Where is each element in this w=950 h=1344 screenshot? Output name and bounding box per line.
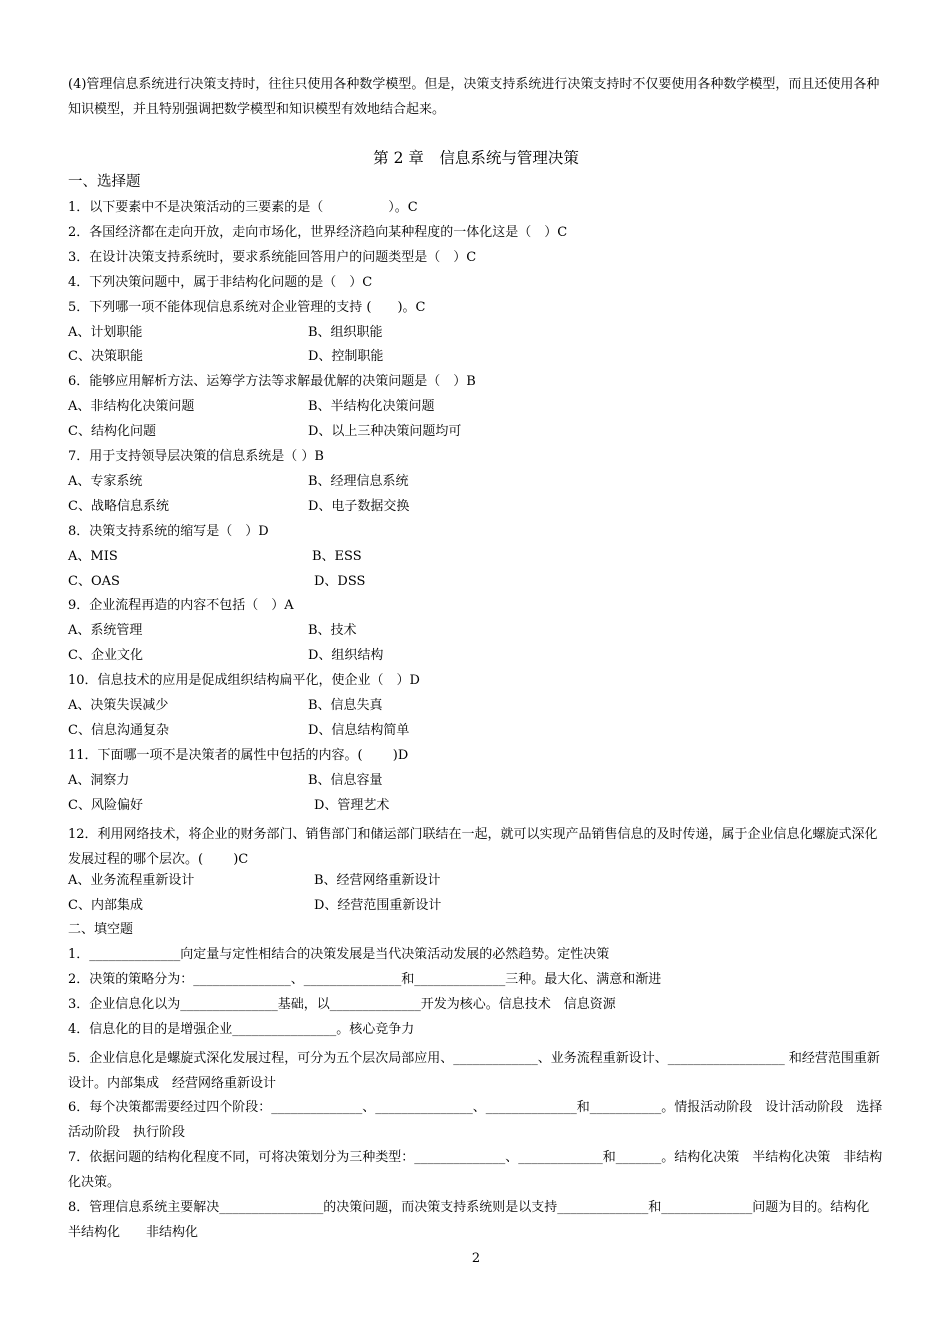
fill-question-7: 7．依据问题的结构化程度不同，可将决策划分为三种类型：______________、_____________和_______。结构化决策 半结构化决策 非结构化决策。 <box>68 1150 883 1190</box>
question-3: 3．在设计决策支持系统时，要求系统能回答用户的问题类型是（ ）C <box>68 250 477 265</box>
question-8: 8．决策支持系统的缩写是（ ）D <box>68 524 269 539</box>
page-number: 2 <box>471 1251 481 1266</box>
option-c: C、结构化问题 <box>68 424 156 439</box>
question-11-options-row-2 <box>68 797 884 815</box>
option-c: C、企业文化 <box>68 648 143 663</box>
option-a: A、决策失误减少 <box>68 698 169 713</box>
option-d: D、管理艺术 <box>314 798 390 813</box>
option-d: D、控制职能 <box>308 349 384 364</box>
question-8-options-row-1 <box>68 548 884 566</box>
question-12: 12．利用网络技术，将企业的财务部门、销售部门和储运部门联结在一起，就可以实现产品销售信息的及时传递，属于企业信息化螺旋式深化发展过程的哪个层次。( )C <box>68 827 878 867</box>
question-6-options-row-2 <box>68 423 884 441</box>
question-4: 4．下列决策问题中，属于非结构化问题的是（ ）C <box>68 275 373 290</box>
option-b: B、信息容量 <box>308 773 383 788</box>
option-c: C、内部集成 <box>68 898 143 913</box>
option-b: B、半结构化决策问题 <box>308 399 435 414</box>
option-d: D、经营范围重新设计 <box>314 898 442 913</box>
chapter-title: 第 2 章 信息系统与管理决策 <box>373 149 579 167</box>
option-b: B、经营网络重新设计 <box>314 873 441 888</box>
question-7: 7．用于支持领导层决策的信息系统是（ ）B <box>68 449 324 464</box>
question-9-options-row-1 <box>68 622 884 640</box>
question-5-options-row-2 <box>68 348 884 366</box>
option-d: D、电子数据交换 <box>308 499 410 514</box>
option-d: D、以上三种决策问题均可 <box>308 424 462 439</box>
fill-question-8: 8．管理信息系统主要解决________________的决策问题，而决策支持系统则是以支持______________和______________问题为目的。结构化 半结构化 非结构化 <box>68 1200 896 1240</box>
option-a: A、系统管理 <box>68 623 143 638</box>
option-c: C、战略信息系统 <box>68 499 169 514</box>
intro-paragraph: (4)管理信息系统进行决策支持时，往往只使用各种数学模型。但是，决策支持系统进行决策支持时不仅要使用各种数学模型，而且还使用各种知识模型，并且特别强调把数学模型和知识模型有效地结合起来。 <box>68 77 880 117</box>
fill-question-3: 3．企业信息化以为_______________基础，以______________开发为核心。信息技术 信息资源 <box>68 997 616 1012</box>
question-9-options-row-2 <box>68 647 884 665</box>
option-b: B、经理信息系统 <box>308 474 409 489</box>
option-a: A、业务流程重新设计 <box>68 873 195 888</box>
fill-question-4: 4．信息化的目的是增强企业________________。核心竞争力 <box>68 1022 415 1037</box>
option-b: B、组织职能 <box>308 325 383 340</box>
option-b: B、技术 <box>308 623 357 638</box>
question-6: 6．能够应用解析方法、运筹学方法等求解最优解的决策问题是（ ）B <box>68 374 476 389</box>
question-10-options-row-2 <box>68 722 884 740</box>
question-8-options-row-2 <box>68 573 884 591</box>
fill-question-2: 2．决策的策略分为：_______________、_______________和______________三种。最大化、满意和渐进 <box>68 972 662 987</box>
question-1: 1．以下要素中不是决策活动的三要素的是（ ）。C <box>68 200 418 215</box>
question-2: 2．各国经济都在走向开放，走向市场化，世界经济趋向某种程度的一体化这是（ ）C <box>68 225 568 240</box>
option-a: A、非结构化决策问题 <box>68 399 195 414</box>
question-10: 10．信息技术的应用是促成组织结构扁平化，使企业（ ）D <box>68 673 420 688</box>
question-10-options-row-1 <box>68 697 884 715</box>
question-9: 9．企业流程再造的内容不包括（ ）A <box>68 598 294 613</box>
section-choice-title: 一、选择题 <box>68 174 141 190</box>
question-12-options-row-2 <box>68 897 884 915</box>
option-c: C、信息沟通复杂 <box>68 723 169 738</box>
question-11-options-row-1 <box>68 772 884 790</box>
option-b: B、信息失真 <box>308 698 383 713</box>
fill-question-5: 5．企业信息化是螺旋式深化发展过程，可分为五个层次局部应用、_____________、业务流程重新设计、__________________ 和经营范围重新设计。内部集成 经营网络重新设计 <box>68 1051 880 1091</box>
section-fill-title: 二、填空题 <box>68 922 134 937</box>
question-7-options-row-2 <box>68 498 884 516</box>
option-c: C、风险偏好 <box>68 798 143 813</box>
option-a: A、MIS <box>68 549 118 564</box>
question-11: 11．下面哪一项不是决策者的属性中包括的内容。( )D <box>68 748 409 763</box>
question-12-options-row-1 <box>68 872 884 890</box>
question-5: 5．下列哪一项不能体现信息系统对企业管理的支持 ( )。C <box>68 300 426 315</box>
option-a: A、专家系统 <box>68 474 143 489</box>
option-d: D、信息结构简单 <box>308 723 410 738</box>
option-c: C、OAS <box>68 574 120 589</box>
question-5-options-row-1 <box>68 324 884 342</box>
question-7-options-row-1 <box>68 473 884 491</box>
option-b: B、ESS <box>312 549 362 564</box>
option-a: A、洞察力 <box>68 773 130 788</box>
fill-question-6: 6．每个决策都需要经过四个阶段：______________、_______________、______________和___________。情报活动阶段 设计活动阶段 选择活动阶段 执行阶段 <box>68 1100 883 1140</box>
option-a: A、计划职能 <box>68 325 143 340</box>
option-d: D、DSS <box>314 574 366 589</box>
question-6-options-row-1 <box>68 398 884 416</box>
option-d: D、组织结构 <box>308 648 384 663</box>
option-c: C、决策职能 <box>68 349 143 364</box>
fill-question-1: 1．______________向定量与定性相结合的决策发展是当代决策活动发展的必然趋势。定性决策 <box>68 947 610 962</box>
